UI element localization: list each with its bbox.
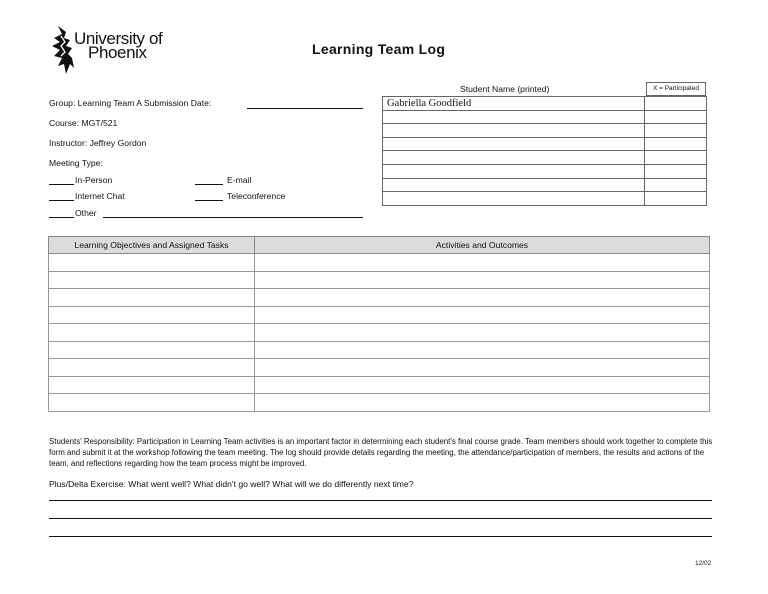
activity-cell[interactable] xyxy=(255,254,710,272)
objective-cell[interactable] xyxy=(49,376,255,394)
objective-cell[interactable] xyxy=(49,254,255,272)
objectives-row xyxy=(49,271,710,289)
objectives-header-row xyxy=(49,237,710,254)
activity-cell[interactable] xyxy=(255,271,710,289)
participated-cell[interactable] xyxy=(645,192,707,206)
objective-cell[interactable] xyxy=(49,394,255,412)
objective-cell[interactable] xyxy=(49,359,255,377)
submission-date-field[interactable] xyxy=(247,108,363,109)
email-label: E-mail xyxy=(227,175,252,185)
student-row xyxy=(383,124,707,138)
other-field[interactable] xyxy=(103,217,363,218)
logo-line2: Phoenix xyxy=(88,43,147,62)
student-row xyxy=(383,164,707,178)
objective-cell[interactable] xyxy=(49,306,255,324)
plus-delta-line[interactable] xyxy=(49,518,712,519)
university-logo xyxy=(48,24,178,80)
student-row xyxy=(383,178,707,192)
objectives-row xyxy=(49,341,710,359)
internet-chat-label: Internet Chat xyxy=(75,191,125,201)
student-row xyxy=(383,137,707,151)
objectives-row xyxy=(49,376,710,394)
plus-delta-line[interactable] xyxy=(49,500,712,501)
activity-cell[interactable] xyxy=(255,289,710,307)
group-label: Group: Learning Team A Submission Date: xyxy=(49,98,212,108)
teleconference-blank[interactable] xyxy=(195,200,223,201)
participated-cell[interactable] xyxy=(645,124,707,138)
participated-cell[interactable] xyxy=(645,178,707,192)
course-label: Course: MGT/521 xyxy=(49,118,118,128)
other-blank[interactable] xyxy=(49,217,74,218)
student-name-cell[interactable] xyxy=(383,124,645,138)
plus-delta-prompt: Plus/Delta Exercise: What went well? What didn't go well? What will we do differently next time? xyxy=(49,479,414,489)
objective-cell[interactable] xyxy=(49,341,255,359)
objective-cell[interactable] xyxy=(49,271,255,289)
student-name-header: Student Name (printed) xyxy=(460,84,550,94)
logo-line1: University of xyxy=(74,29,163,48)
email-blank[interactable] xyxy=(195,184,223,185)
student-name-cell[interactable] xyxy=(383,137,645,151)
internet-chat-blank[interactable] xyxy=(49,200,74,201)
participated-header: X = Participated xyxy=(646,82,706,96)
student-table xyxy=(382,96,707,206)
student-name-cell[interactable] xyxy=(383,164,645,178)
objective-cell[interactable] xyxy=(49,289,255,307)
page-title: Learning Team Log xyxy=(312,41,446,57)
student-name-cell[interactable] xyxy=(383,151,645,165)
activities-col-header: Activities and Outcomes xyxy=(255,237,710,254)
student-name-cell[interactable]: Gabriella Goodfield xyxy=(383,97,645,111)
objectives-row xyxy=(49,306,710,324)
logo-wordmark xyxy=(74,29,163,62)
activity-cell[interactable] xyxy=(255,341,710,359)
objectives-row xyxy=(49,324,710,342)
responsibility-text: Students' Responsibility: Participation in Learning Team activities is an important factor in determining each student's final course grade. Team members should work together to complete this form and submit it at the workshop following the team meeting. The log should provide details regarding the meeting, the attendance/participation of members, the results and actions of the team, and reflections regarding how the team process might be improved. xyxy=(49,437,713,468)
activity-cell[interactable] xyxy=(255,359,710,377)
in-person-label: In-Person xyxy=(75,175,113,185)
teleconference-label: Teleconference xyxy=(227,191,286,201)
student-row xyxy=(383,97,707,111)
student-row xyxy=(383,192,707,206)
objectives-row xyxy=(49,394,710,412)
participated-cell[interactable] xyxy=(645,97,707,111)
participated-cell[interactable] xyxy=(645,151,707,165)
activity-cell[interactable] xyxy=(255,306,710,324)
activity-cell[interactable] xyxy=(255,376,710,394)
activity-cell[interactable] xyxy=(255,324,710,342)
student-name-cell[interactable] xyxy=(383,178,645,192)
activity-cell[interactable] xyxy=(255,394,710,412)
instructor-label: Instructor: Jeffrey Gordon xyxy=(49,138,147,148)
student-row xyxy=(383,151,707,165)
objectives-table xyxy=(48,236,710,412)
objectives-row xyxy=(49,289,710,307)
participated-cell[interactable] xyxy=(645,137,707,151)
meeting-type-label: Meeting Type: xyxy=(49,158,103,168)
form-version-code: 12/02 xyxy=(695,560,712,567)
objectives-body xyxy=(49,254,710,412)
objectives-row xyxy=(49,359,710,377)
other-label: Other xyxy=(75,208,97,218)
plus-delta-line[interactable] xyxy=(49,536,712,537)
in-person-blank[interactable] xyxy=(49,184,74,185)
student-row xyxy=(383,110,707,124)
participated-cell[interactable] xyxy=(645,110,707,124)
student-name-cell[interactable] xyxy=(383,192,645,206)
student-name-cell[interactable] xyxy=(383,110,645,124)
objectives-col-header: Learning Objectives and Assigned Tasks xyxy=(49,237,255,254)
objective-cell[interactable] xyxy=(49,324,255,342)
participated-cell[interactable] xyxy=(645,164,707,178)
objectives-row xyxy=(49,254,710,272)
